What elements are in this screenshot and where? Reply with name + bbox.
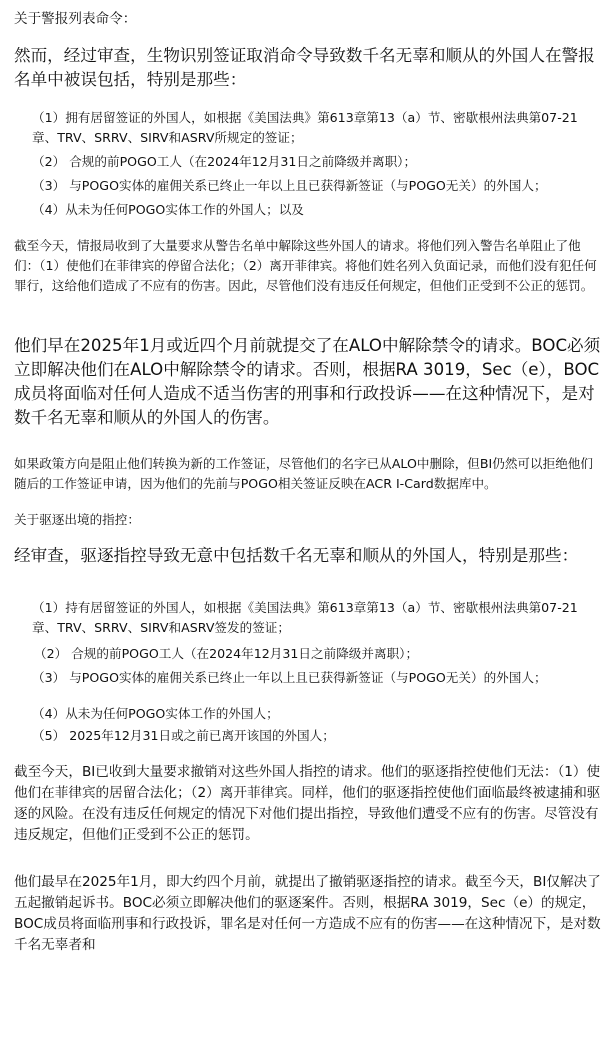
alert-list-intro: 然而，经过审查，生物识别签证取消命令导致数千名无辜和顺从的外国人在警报名单中被误包括，特别是那些：	[14, 46, 595, 89]
list-item: （4）从未为任何POGO实体工作的外国人；以及	[32, 202, 304, 217]
alert-list-policy-paragraph: 如果政策方向是阻止他们转换为新的工作签证，尽管他们的名字已从ALO中删除，但BI仍然可以拒绝他们随后的工作签证申请，因为他们的先前与POGO相关签证反映在ACR I-Card数据库中。	[14, 456, 593, 491]
list-item: （4）从未为任何POGO实体工作的外国人；	[32, 706, 279, 721]
alert-list-paragraph: 截至今天，情报局收到了大量要求从警告名单中解除这些外国人的请求。将他们列入警告名单阻止了他们：（1）使他们在菲律宾的停留合法化；（2）离开菲律宾。将他们姓名列入负面记录，而他们没有犯任何罪行，这给他们造成了不应有的伤害。因此，尽管他们没有违反任何规定，但他们正受到不公正的惩罚。	[14, 238, 597, 293]
section-title-deportation: 关于驱逐出境的指控：	[14, 512, 140, 527]
deportation-request-paragraph: 他们最早在2025年1月，即大约四个月前，就提出了撤销驱逐指控的请求。截至今天，BI仅解决了五起撤销起诉书。BOC必须立即解决他们的驱逐案件。否则，根据RA 3019，Sec（e）的规定，BOC成员将面临刑事和行政投诉，罪名是对任何一方造成不应有的伤害——在这种情况下，是对数千名无辜者和	[14, 874, 601, 953]
deportation-items	[14, 598, 602, 746]
list-item: （1）拥有居留签证的外国人，如根据《美国法典》第613章第13（a）节、密歇根州法典第07-21章、TRV、SRRV、SIRV和ASRV所规定的签证；	[32, 110, 578, 145]
list-item: （5） 2025年12月31日或之前已离开该国的外国人；	[32, 728, 335, 743]
alert-list-request-paragraph: 他们早在2025年1月或近四个月前就提交了在ALO中解除禁令的请求。BOC必须立即解决他们在ALO中解除禁令的请求。否则，根据RA 3019，Sec（e），BOC成员将面临对任何人造成不适当伤害的刑事和行政投诉——在这种情况下，是对数千名无辜和顺从的外国人的伤害。	[14, 336, 601, 427]
deportation-paragraph: 截至今天，BI已收到大量要求撤销对这些外国人指控的请求。他们的驱逐指控使他们无法：（1）使他们在菲律宾的居留合法化；（2）离开菲律宾。同样，他们的驱逐指控使他们面临最终被逮捕和驱逐的风险。在没有违反任何规定的情况下对他们提出指控，导致他们遭受不应有的伤害。尽管没有违反规定，但他们正受到不公正的惩罚。	[14, 764, 601, 843]
list-item: （1）持有居留签证的外国人，如根据《美国法典》第613章第13（a）节、密歇根州法典第07-21章、TRV、SRRV、SIRV和ASRV签发的签证；	[32, 600, 578, 635]
list-item: （3） 与POGO实体的雇佣关系已终止一年以上且已获得新签证（与POGO无关）的外国人；	[32, 178, 547, 193]
section-title-alert-list: 关于警报列表命令：	[14, 11, 137, 27]
list-item: （3） 与POGO实体的雇佣关系已终止一年以上且已获得新签证（与POGO无关）的外国人；	[32, 670, 547, 685]
list-item: （2） 合规的前POGO工人（在2024年12月31日之前降级并离职）；	[32, 154, 417, 169]
alert-list-items	[14, 108, 602, 220]
list-item: （2） 合规的前POGO工人（在2024年12月31日之前降级并离职）；	[34, 646, 419, 661]
deportation-intro: 经审查，驱逐指控导致无意中包括数千名无辜和顺从的外国人，特别是那些：	[14, 546, 579, 565]
